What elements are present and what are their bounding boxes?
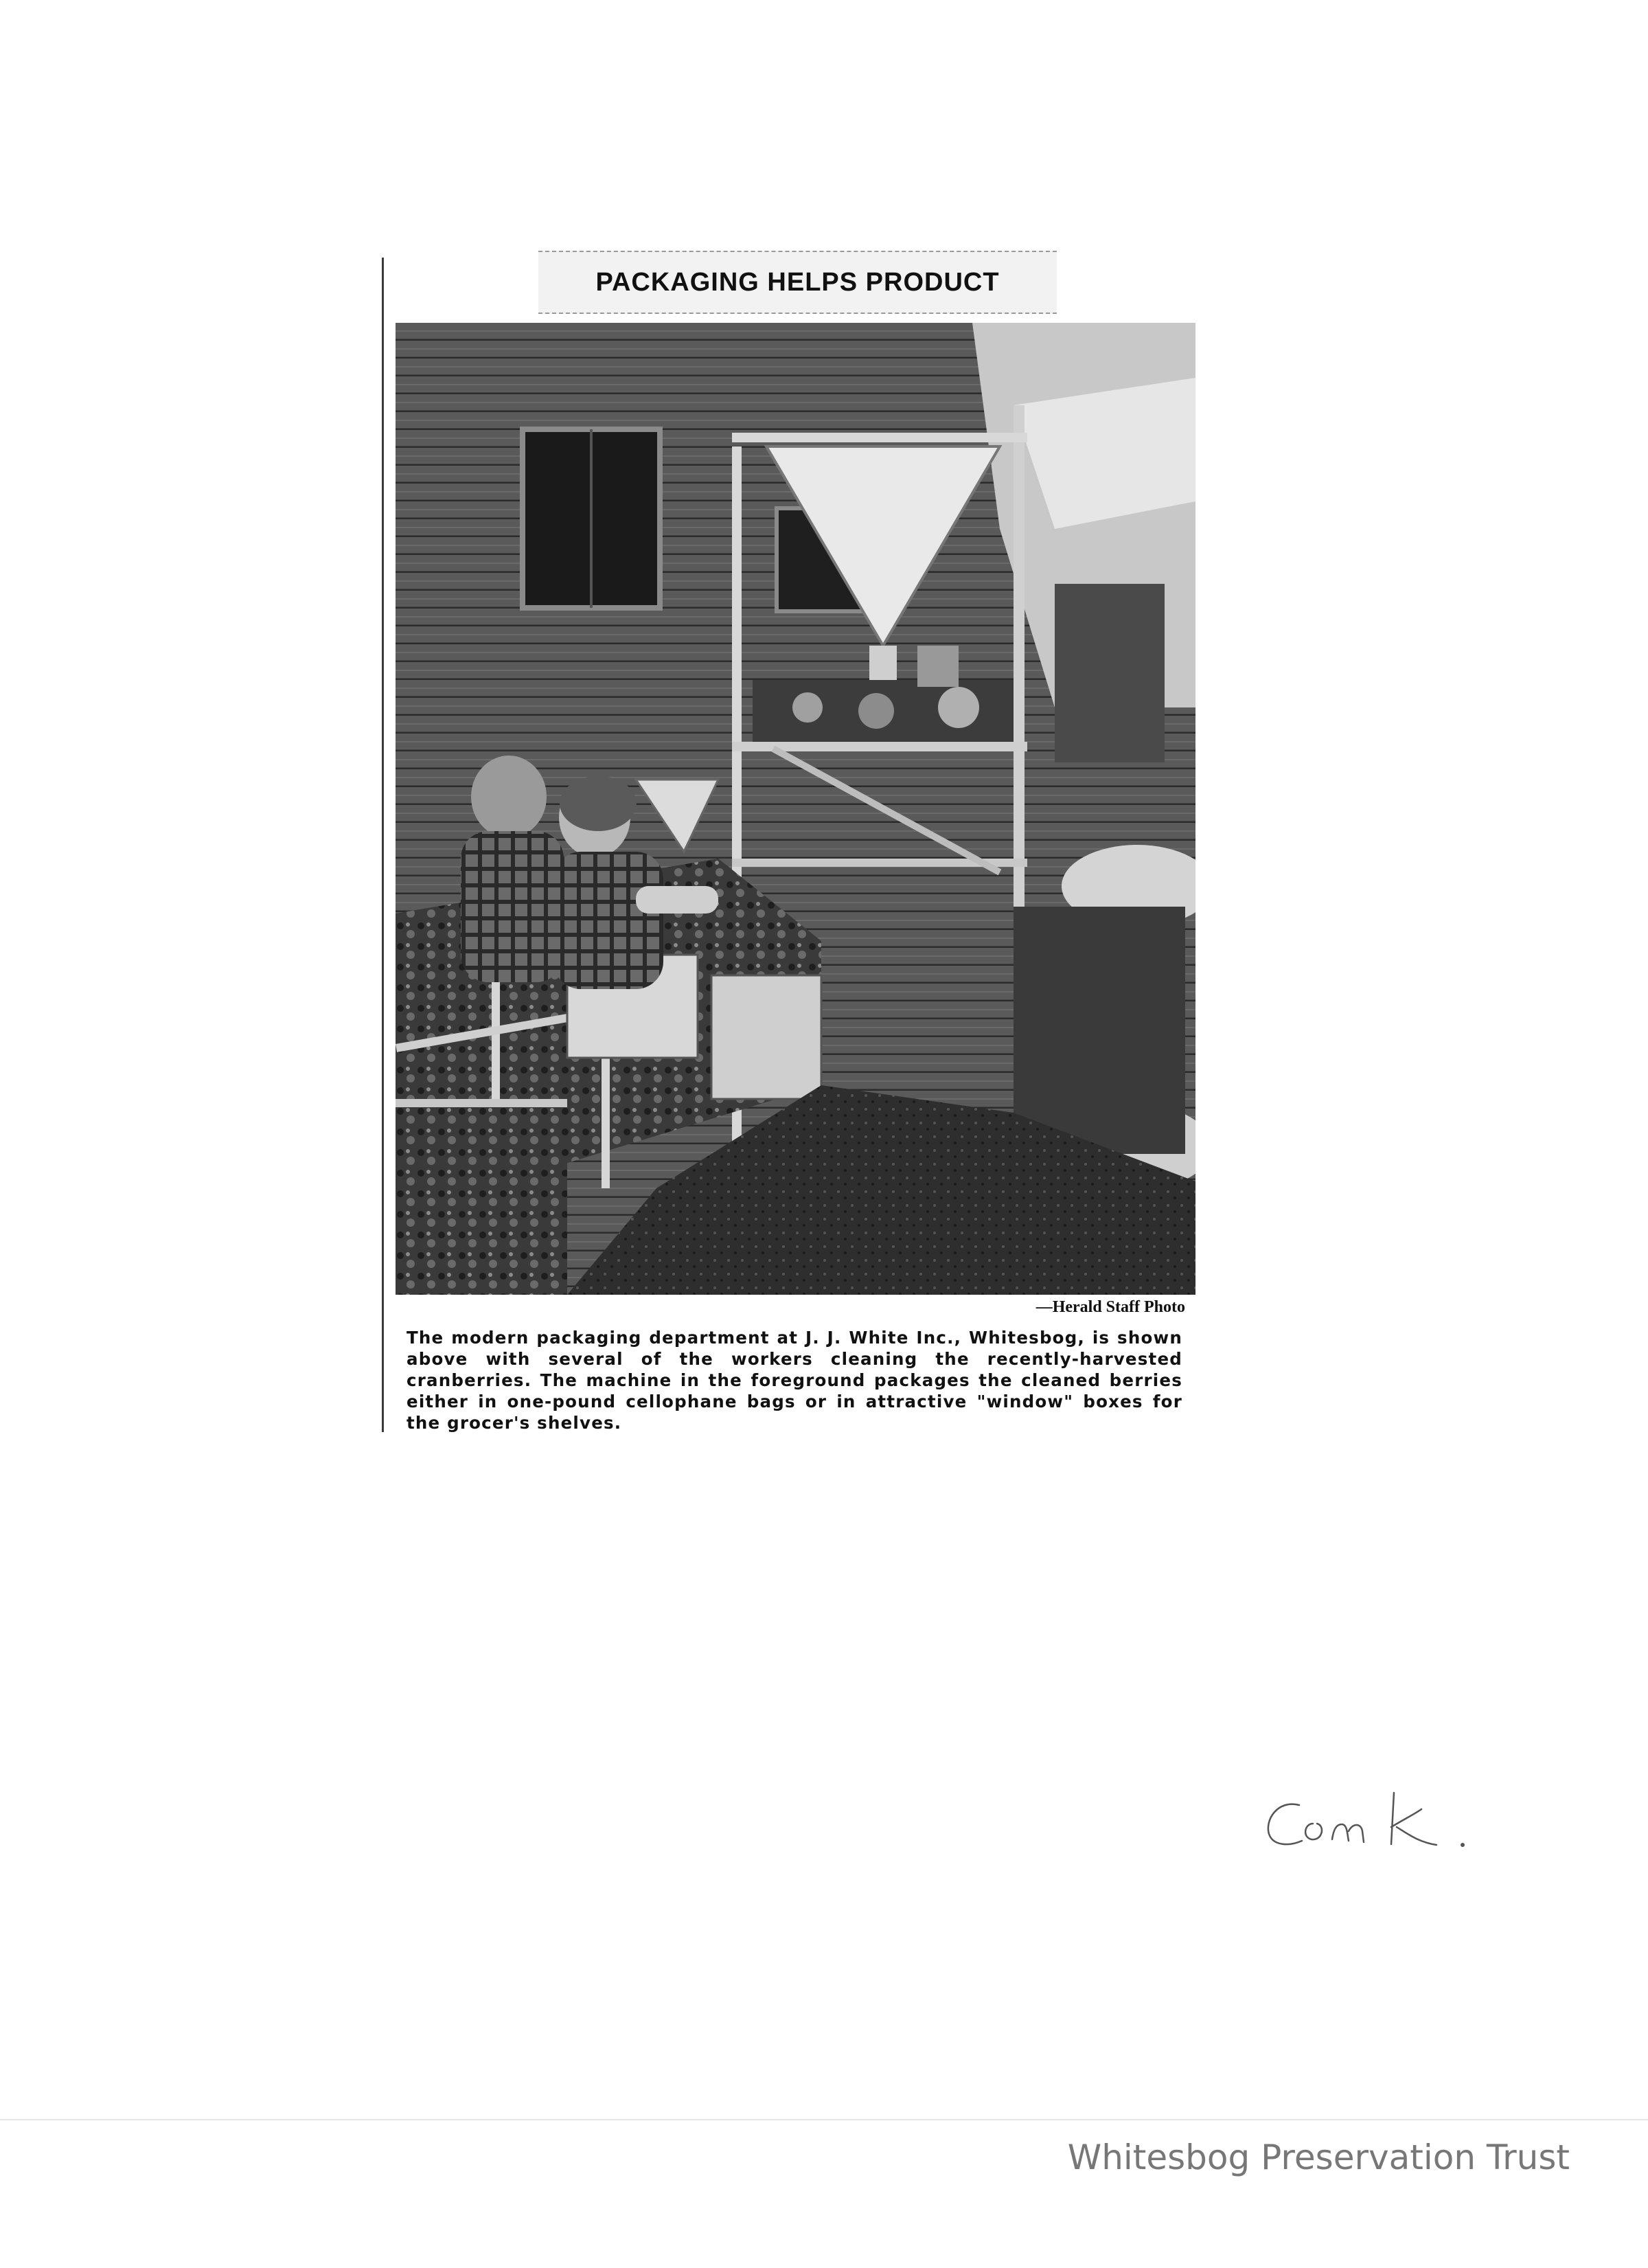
- photo-caption: The modern packaging department at J. J. White Inc., Whitesbog, is shown above with several of the workers cleaning the recently-harvested cranberries. The machine in the foreground packages the cleaned berries either in one-pound cellophane bags or in attractive "window" boxes for the grocer's shelves.: [407, 1328, 1182, 1433]
- photo-illustration: [396, 323, 1195, 1295]
- headline: PACKAGING HELPS PRODUCT: [595, 267, 1000, 297]
- page-edge: [0, 2119, 1648, 2120]
- photo-credit: —Herald Staff Photo: [1035, 1298, 1185, 1316]
- footer-organization: Whitesbog Preservation Trust: [1067, 2137, 1570, 2177]
- headline-box: [538, 251, 1057, 314]
- newspaper-clipping: [382, 251, 1206, 1442]
- handwritten-note: [1257, 1786, 1490, 1861]
- halftone-photo: [396, 323, 1195, 1295]
- clipping-edge: [382, 258, 384, 1432]
